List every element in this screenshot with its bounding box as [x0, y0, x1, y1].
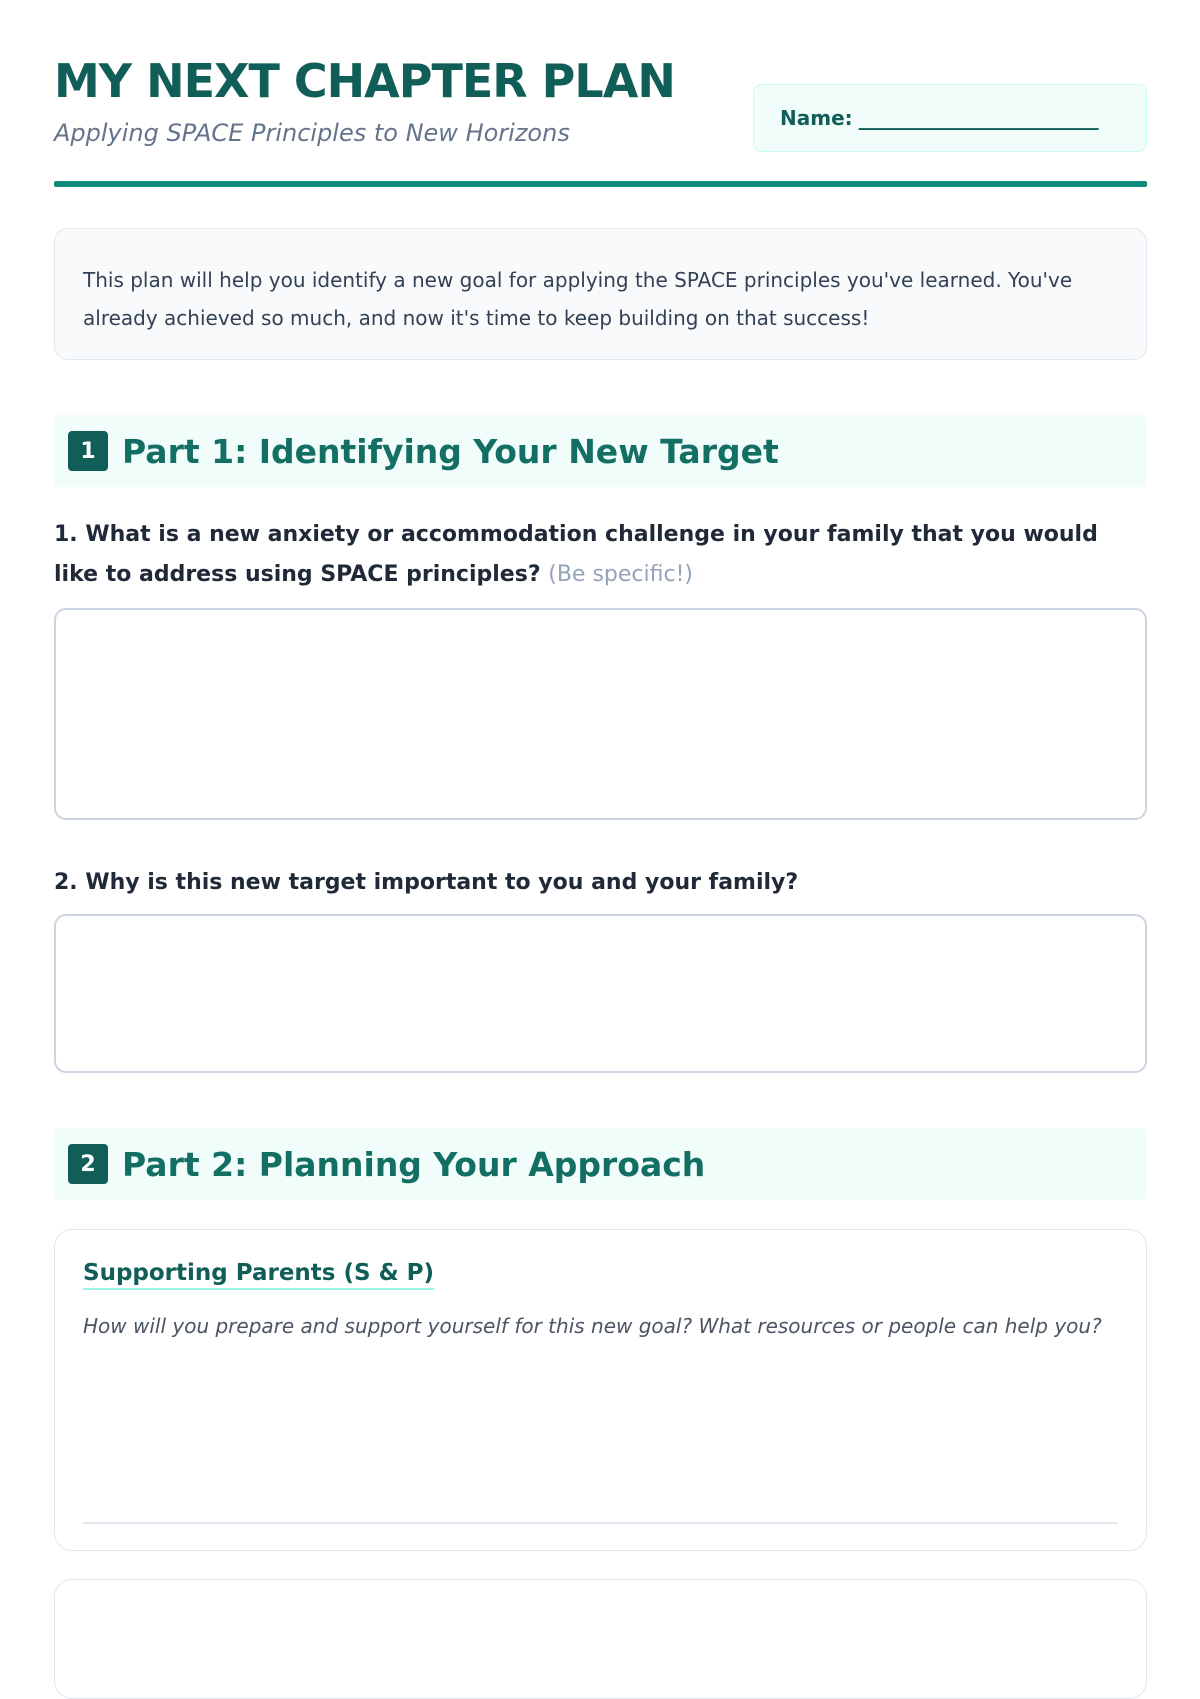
next-card	[54, 1579, 1147, 1699]
name-field[interactable]: ________________________	[858, 106, 1099, 130]
section-number-badge: 2	[68, 1144, 108, 1184]
question-1	[54, 515, 1147, 595]
header-divider	[54, 181, 1147, 187]
page-subtitle: Applying SPACE Principles to New Horizons	[54, 119, 570, 147]
question-1-hint: (Be specific!)	[548, 562, 693, 587]
intro-text: This plan will help you identify a new goal for applying the SPACE principles you've learned. You've already achieved so much, and now it's time to keep building on that success!	[83, 268, 1073, 330]
section-banner-part-2	[54, 1128, 1147, 1200]
answer-line[interactable]	[83, 1522, 1118, 1524]
page-title: MY NEXT CHAPTER PLAN	[54, 54, 675, 108]
section-banner-part-1	[54, 415, 1147, 487]
question-2-answer-box[interactable]	[54, 914, 1147, 1073]
intro-box	[54, 228, 1147, 360]
section-title: Part 1: Identifying Your New Target	[122, 431, 779, 471]
section-title: Part 2: Planning Your Approach	[122, 1144, 706, 1184]
supporting-parents-card	[54, 1229, 1147, 1551]
name-label: Name:	[780, 106, 853, 130]
question-2	[54, 863, 1147, 903]
question-1-answer-box[interactable]	[54, 608, 1147, 820]
section-number-badge: 1	[68, 431, 108, 471]
question-2-text: 2. Why is this new target important to you and your family?	[54, 870, 799, 895]
card-prompt: How will you prepare and support yourself for this new goal? What resources or people can help you?	[83, 1314, 1102, 1338]
card-heading: Supporting Parents (S & P)	[83, 1260, 434, 1290]
question-1-text: 1. What is a new anxiety or accommodation challenge in your family that you would like to address using SPACE principles?	[54, 522, 1098, 587]
name-field-box[interactable]	[753, 84, 1147, 152]
page-header	[54, 0, 1147, 188]
worksheet-page	[54, 0, 1147, 1338]
